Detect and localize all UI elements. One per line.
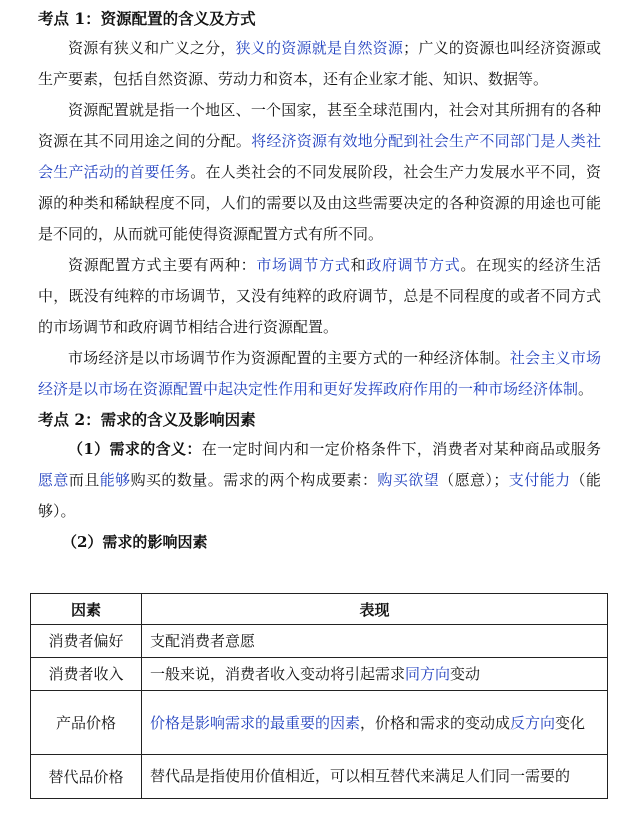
highlight-text: 政府调节方式	[366, 256, 461, 274]
highlight-text: 市场调节方式	[256, 256, 351, 274]
highlight-text: 狭义的资源就是自然资源	[235, 39, 404, 57]
demand-factors-table	[30, 593, 608, 799]
paragraph-demand-definition	[0, 434, 631, 527]
text: 和	[350, 256, 367, 274]
factor-cell: 消费者偏好	[31, 625, 142, 658]
highlight-text: 愿意	[38, 471, 69, 489]
text: 资源配置方式主要有两种：	[68, 256, 257, 274]
highlight-text: 价格是影响需求的最重要的因素	[150, 713, 361, 732]
header-manifestation: 表现	[142, 594, 608, 625]
text: （愿意）；	[439, 471, 509, 489]
text: 购买的数量。需求的两个构成要素：	[130, 471, 378, 489]
subheading-demand-factors: （2）需求的影响因素	[62, 533, 208, 551]
paragraph-market-economy	[0, 343, 631, 405]
manifestation-cell	[142, 658, 608, 691]
highlight-text: 社会主义市场经济是以市场在资源配置中起决定性作用和更好发挥政府作用的一种市场经济体制	[38, 349, 601, 398]
highlight-text: 支付能力	[508, 471, 571, 489]
text: 而且	[68, 471, 100, 489]
highlight-text: 同方向	[405, 665, 451, 683]
subheading-label: （1）需求的含义：	[68, 440, 202, 458]
text: 资源有狭义和广义之分，	[68, 39, 236, 57]
highlight-text: 购买欲望	[377, 471, 440, 489]
highlight-text: 反方向	[510, 713, 556, 732]
factor-cell: 产品价格	[31, 691, 142, 755]
text: 变动	[450, 665, 481, 683]
paragraph-allocation-methods	[0, 250, 631, 343]
paragraph-resources	[0, 33, 631, 95]
paragraph-allocation	[0, 95, 631, 250]
text: 在一定时间内和一定价格条件下，消费者对某种商品或服务	[201, 440, 601, 458]
section-2-heading: 考点 2：需求的含义及影响因素	[38, 410, 256, 429]
text: 一般来说，消费者收入变动将引起需求	[150, 665, 406, 683]
text: 支配消费者意愿	[150, 632, 256, 650]
table-row	[31, 658, 608, 691]
factor-cell: 替代品价格	[31, 755, 142, 799]
text: 。在人类社会的不同发展阶段，社会生产力发展水平不同，资源的种类和稀缺程度不同，人们的需要以及由这些需要决定的各种资源的用途也可能是不同的，从而就可能使得资源配置方式有所不同。	[38, 163, 601, 243]
highlight-text: 能够	[99, 471, 131, 489]
text: 资源配置就是指一个地区、一个国家，甚至全球范围内，社会对其所拥有的各种资源在其不同用途之间的分配。	[38, 101, 601, 150]
text: 市场经济是以市场调节作为资源配置的主要方式的一种经济体制。	[68, 349, 510, 367]
text: 替代品是指使用价值相近，可以相互替代来满足人们同一需要的	[150, 767, 571, 785]
factor-cell: 消费者收入	[31, 658, 142, 691]
highlight-text: 将经济资源有效地分配到社会生产不同部门是人类社会生产活动的首要任务	[38, 132, 601, 181]
text: 。	[578, 380, 594, 398]
table-row	[31, 691, 608, 755]
text: ；广义的资源也叫经济资源或生产要素，包括自然资源、劳动力和资本，还有企业家才能、知识、数据等。	[38, 39, 601, 88]
text: ，价格和需求的变动成	[360, 713, 511, 732]
text: （能够）。	[38, 471, 601, 520]
section-1-heading: 考点 1：资源配置的含义及方式	[38, 9, 256, 28]
header-factor: 因素	[31, 594, 142, 625]
table-row	[31, 755, 608, 799]
text: 。在现实的经济生活中，既没有纯粹的市场调节，又没有纯粹的政府调节，总是不同程度的或者不同方式的市场调节和政府调节相结合进行资源配置。	[38, 256, 601, 336]
table-row	[31, 625, 608, 658]
manifestation-cell	[142, 755, 608, 799]
table-header-row	[31, 594, 608, 625]
text: 变化	[555, 713, 586, 732]
manifestation-cell	[142, 625, 608, 658]
manifestation-cell	[142, 691, 608, 755]
